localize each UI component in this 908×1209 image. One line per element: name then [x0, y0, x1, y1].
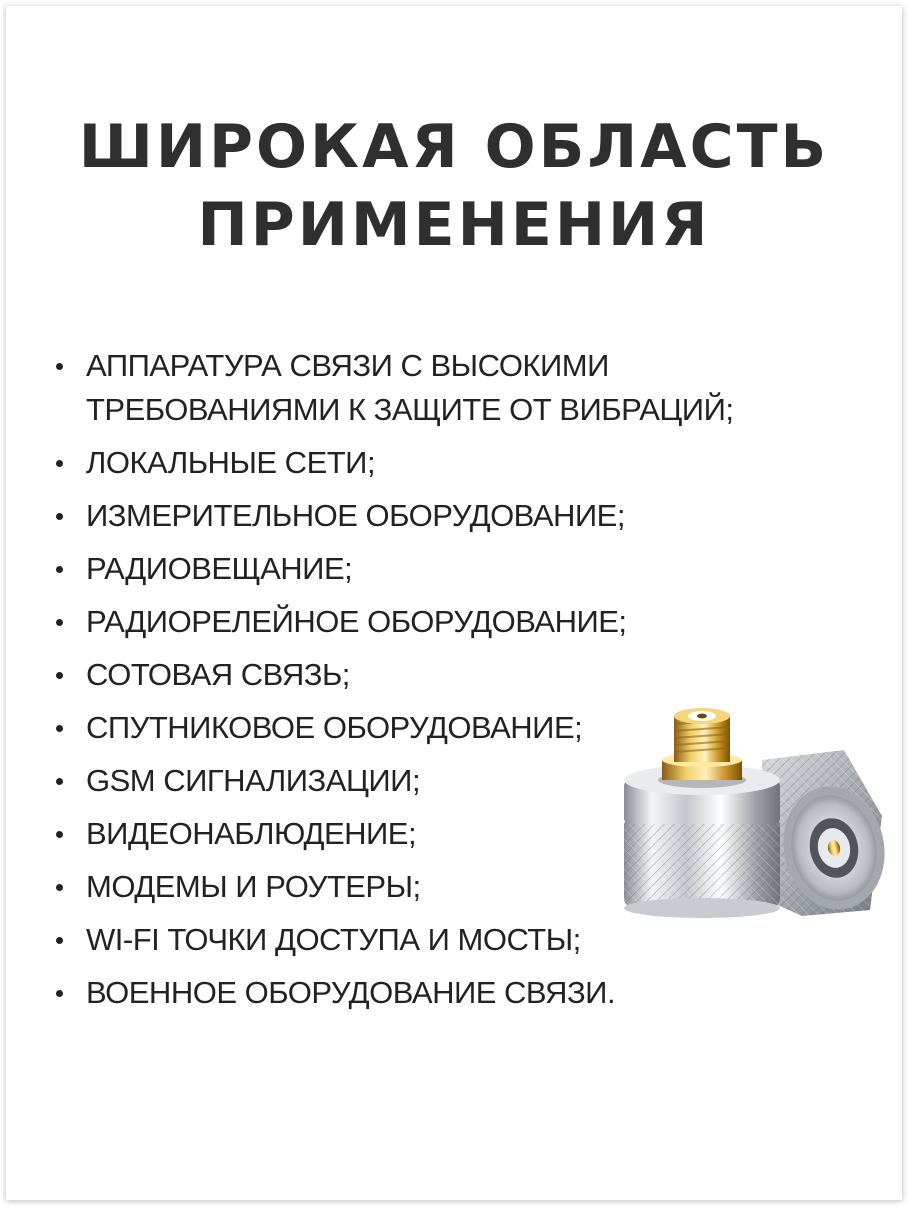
bullet-icon	[56, 937, 63, 944]
bullet-icon	[56, 884, 63, 891]
list-item	[52, 344, 734, 432]
list-item	[52, 971, 734, 1015]
bullet-icon	[56, 460, 63, 467]
list-item-text: АППАРАТУРА СВЯЗИ С ВЫСОКИМИ	[86, 348, 609, 383]
n-connector-rear	[762, 750, 896, 919]
list-item-text: ВИДЕОНАБЛЮДЕНИЕ;	[86, 816, 417, 851]
list-item-text: ВОЕННОЕ ОБОРУДОВАНИЕ СВЯЗИ.	[86, 975, 616, 1010]
page-title	[6, 108, 902, 264]
bullet-icon	[56, 778, 63, 785]
page-card	[6, 6, 902, 1200]
list-item	[52, 494, 734, 538]
bullet-icon	[56, 725, 63, 732]
bullet-icon	[56, 513, 63, 520]
list-item-text: ЛОКАЛЬНЫЕ СЕТИ;	[86, 445, 376, 480]
bullet-icon	[56, 566, 63, 573]
page-title-line-1: ШИРОКАЯ ОБЛАСТЬ	[78, 112, 830, 182]
n-type-sma-adapter-image	[612, 698, 902, 928]
list-item	[52, 547, 734, 591]
adapter-front	[624, 708, 780, 918]
list-item-text: СОТОВАЯ СВЯЗЬ;	[86, 657, 350, 692]
bullet-icon	[56, 363, 63, 370]
list-item-text: СПУТНИКОВОЕ ОБОРУДОВАНИЕ;	[86, 710, 583, 745]
list-item	[52, 653, 734, 697]
list-item-text: РАДИОРЕЛЕЙНОЕ ОБОРУДОВАНИЕ;	[86, 604, 627, 639]
list-item-text: ИЗМЕРИТЕЛЬНОЕ ОБОРУДОВАНИЕ;	[86, 498, 625, 533]
bullet-icon	[56, 672, 63, 679]
list-item	[52, 441, 734, 485]
list-item-text-continued: ТРЕБОВАНИЯМИ К ЗАЩИТЕ ОТ ВИБРАЦИЙ;	[86, 392, 734, 427]
list-item	[52, 600, 734, 644]
list-item-text: GSM СИГНАЛИЗАЦИИ;	[86, 763, 421, 798]
bullet-icon	[56, 619, 63, 626]
list-item-text: МОДЕМЫ И РОУТЕРЫ;	[86, 869, 421, 904]
page-title-line-2: ПРИМЕНЕНИЯ	[197, 190, 711, 260]
list-item-text: РАДИОВЕЩАНИЕ;	[86, 551, 353, 586]
bullet-icon	[56, 831, 63, 838]
bullet-icon	[56, 990, 63, 997]
list-item-text: WI-FI ТОЧКИ ДОСТУПА И МОСТЫ;	[86, 922, 581, 957]
